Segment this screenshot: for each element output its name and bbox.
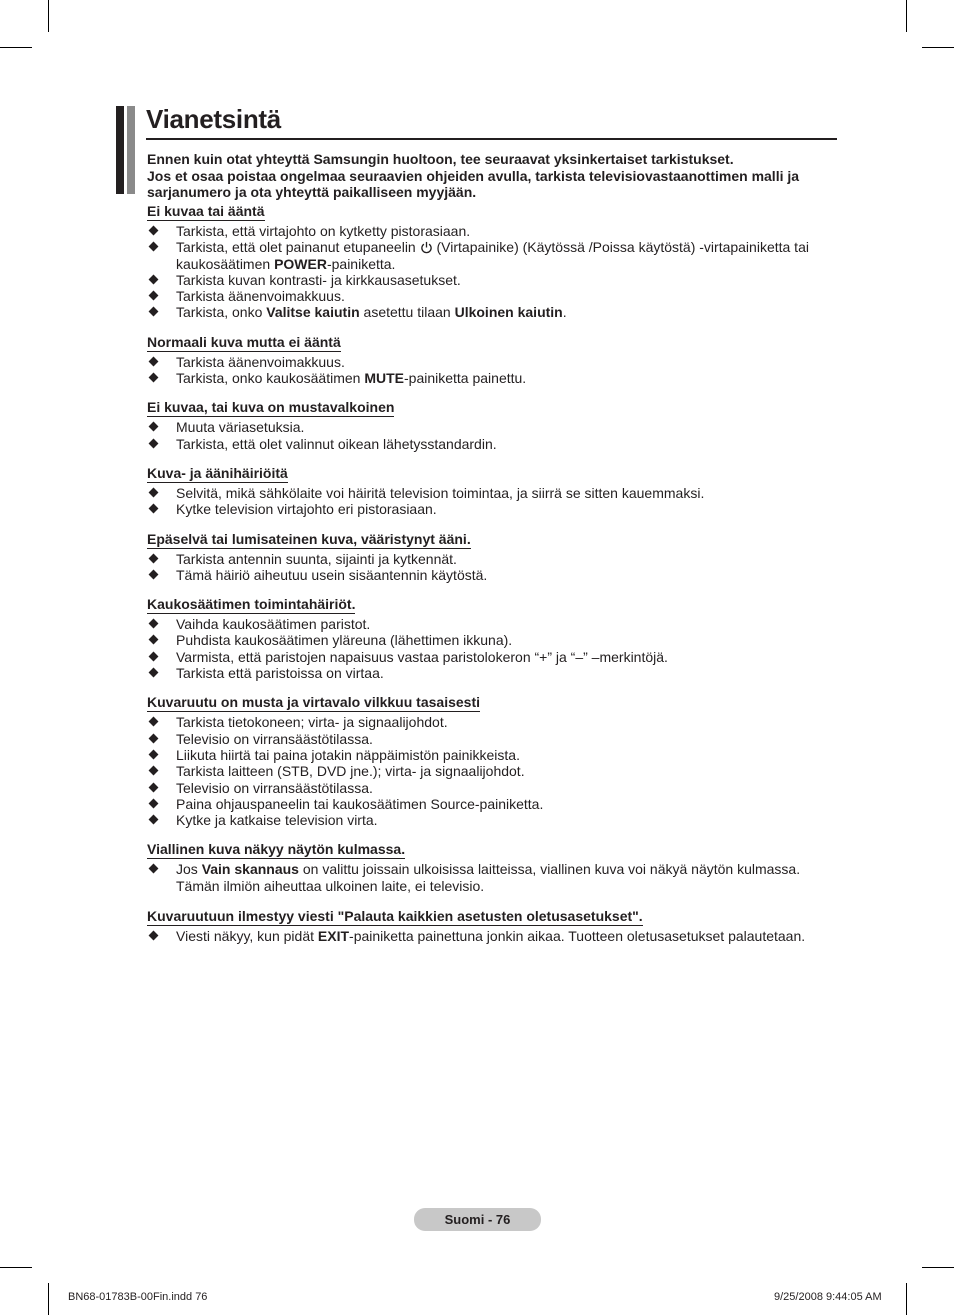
troubleshooting-section <box>147 203 842 321</box>
checklist-item <box>147 665 842 681</box>
checklist-item <box>147 567 842 583</box>
diamond-bullet-icon <box>149 569 159 579</box>
crop-mark <box>48 0 49 32</box>
crop-mark <box>0 47 32 48</box>
troubleshooting-section <box>147 694 842 828</box>
diamond-bullet-icon <box>149 438 159 448</box>
item-text: -painiketta. <box>326 255 396 272</box>
section-heading: Kuvaruutu on musta ja virtavalo vilkkuu tasaisesti <box>147 694 480 711</box>
crop-mark <box>922 1267 954 1268</box>
diamond-bullet-icon <box>149 242 159 252</box>
checklist <box>147 616 842 681</box>
diamond-bullet-icon <box>149 356 159 366</box>
crop-mark <box>48 1283 49 1315</box>
section-heading: Kaukosäätimen toimintahäiriöt. <box>147 596 356 613</box>
checklist-item <box>147 223 842 239</box>
checklist <box>147 861 842 894</box>
troubleshooting-section <box>147 531 842 584</box>
diamond-bullet-icon <box>149 504 159 514</box>
section-heading: Viallinen kuva näkyy näytön kulmassa. <box>147 841 406 858</box>
item-text: (Virtapainike) (Käytössä /Poissa käytöstä) -virtapainiketta tai kaukosäätimen <box>176 239 809 272</box>
item-text: Viesti näkyy, kun pidät <box>176 928 318 945</box>
checklist <box>147 551 842 584</box>
troubleshooting-section <box>147 465 842 518</box>
item-text: Tarkista, että virtajohto on kytketty pistorasiaan. <box>176 223 471 239</box>
item-text: Jos <box>176 861 202 878</box>
bold-term: MUTE <box>364 370 404 387</box>
crop-mark <box>0 1267 32 1268</box>
diamond-bullet-icon <box>149 798 159 808</box>
item-text: Tarkista tietokoneen; virta- ja signaalijohdot. <box>176 714 448 731</box>
footer-timestamp: 9/25/2008 9:44:05 AM <box>774 1291 882 1303</box>
troubleshooting-content <box>147 203 842 944</box>
section-heading: Epäselvä tai lumisateinen kuva, vääristynyt ääni. <box>147 530 471 547</box>
item-text: Paina ohjauspaneelin tai kaukosäätimen Source-painiketta. <box>176 795 544 812</box>
title-decoration-bars <box>116 106 136 194</box>
intro-line-1: Ennen kuin otat yhteyttä Samsungin huoltoon, tee seuraavat yksinkertaiset tarkistukset. <box>147 151 734 167</box>
diamond-bullet-icon <box>149 651 159 661</box>
section-heading: Ei kuvaa tai ääntä <box>147 203 265 219</box>
item-text: Tämä häiriö aiheutuu usein sisäantennin käytöstä. <box>176 566 488 583</box>
diamond-bullet-icon <box>149 307 159 317</box>
diamond-bullet-icon <box>149 373 159 383</box>
diamond-bullet-icon <box>149 619 159 629</box>
diamond-bullet-icon <box>149 815 159 825</box>
checklist-item <box>147 632 842 648</box>
checklist <box>147 928 842 944</box>
item-text: -painiketta painettu. <box>404 370 527 387</box>
checklist-item <box>147 501 842 517</box>
section-heading: Kuva- ja äänihäiriöitä <box>147 464 288 481</box>
item-text: Tarkista, että olet valinnut oikean lähetysstandardin. <box>176 435 497 452</box>
title-bar-grey <box>127 106 135 194</box>
item-text: Tarkista, onko <box>176 304 267 321</box>
section-heading: Ei kuvaa, tai kuva on mustavalkoinen <box>147 399 395 416</box>
checklist-item <box>147 272 842 288</box>
diamond-bullet-icon <box>149 749 159 759</box>
title-bar-dark <box>116 106 124 194</box>
checklist-item <box>147 714 842 730</box>
item-text: Tarkista äänenvoimakkuus. <box>176 288 345 305</box>
item-text: Liikuta hiirtä tai paina jotakin näppäimistön painikkeista. <box>176 746 520 763</box>
page-number-badge: Suomi - 76 <box>414 1208 541 1231</box>
footer-file-name: BN68-01783B-00Fin.indd 76 <box>68 1291 208 1303</box>
checklist-item <box>147 780 842 796</box>
diamond-bullet-icon <box>149 488 159 498</box>
checklist-item <box>147 763 842 779</box>
troubleshooting-section <box>147 841 842 894</box>
item-text: Varmista, että paristojen napaisuus vastaa paristolokeron “+” ja “–” –merkintöjä. <box>176 648 668 665</box>
diamond-bullet-icon <box>149 291 159 301</box>
checklist-item <box>147 288 842 304</box>
item-text: . <box>562 304 567 321</box>
bold-term: Ulkoinen kaiutin <box>454 304 563 321</box>
diamond-bullet-icon <box>149 782 159 792</box>
checklist-item <box>147 649 842 665</box>
item-text: Tarkista, että olet painanut etupaneelin <box>176 239 420 256</box>
troubleshooting-section <box>147 908 842 944</box>
item-text: Televisio on virransäästötilassa. <box>176 730 373 747</box>
bold-term: EXIT <box>317 928 350 945</box>
checklist-item <box>147 796 842 812</box>
bold-term: POWER <box>274 255 327 272</box>
diamond-bullet-icon <box>149 274 159 284</box>
intro-text <box>147 151 842 201</box>
item-text: Tarkista kuvan kontrasti- ja kirkkausasetukset. <box>176 271 461 288</box>
item-text: asetettu tilaan <box>359 304 455 321</box>
checklist-item <box>147 370 842 386</box>
item-text: Televisio on virransäästötilassa. <box>176 779 373 796</box>
diamond-bullet-icon <box>149 766 159 776</box>
checklist-item <box>147 239 842 272</box>
checklist-item <box>147 304 842 320</box>
title-rule <box>146 138 837 140</box>
diamond-bullet-icon <box>149 733 159 743</box>
page-title: Vianetsintä <box>146 104 281 134</box>
checklist <box>147 223 842 321</box>
item-text: Vaihda kaukosäätimen paristot. <box>176 616 371 633</box>
checklist <box>147 714 842 828</box>
checklist-item <box>147 928 842 944</box>
diamond-bullet-icon <box>149 226 159 236</box>
section-heading: Normaali kuva mutta ei ääntä <box>147 333 341 350</box>
bold-term: Vain skannaus <box>201 861 299 878</box>
troubleshooting-section <box>147 399 842 452</box>
intro-line-2: Jos et osaa poistaa ongelmaa seuraavien ohjeiden avulla, tarkista televisiovastaanottimen malli ja sarjanumero ja ota yhteyttä paikalliseen myyjään. <box>147 167 800 200</box>
checklist <box>147 485 842 518</box>
diamond-bullet-icon <box>149 635 159 645</box>
checklist-item <box>147 485 842 501</box>
item-text: Puhdista kaukosäätimen yläreuna (lähettimen ikkuna). <box>176 632 513 649</box>
checklist-item <box>147 551 842 567</box>
diamond-bullet-icon <box>149 931 159 941</box>
checklist-item <box>147 419 842 435</box>
crop-mark <box>906 0 907 32</box>
item-text: Tarkista antennin suunta, sijainti ja kytkennät. <box>176 550 457 567</box>
section-heading: Kuvaruutuun ilmestyy viesti "Palauta kaikkien asetusten oletusasetukset". <box>147 908 643 925</box>
checklist <box>147 354 842 387</box>
troubleshooting-section <box>147 334 842 387</box>
crop-mark <box>906 1283 907 1315</box>
diamond-bullet-icon <box>149 422 159 432</box>
item-text: Tarkista että paristoissa on virtaa. <box>176 665 384 682</box>
item-text: Tarkista laitteen (STB, DVD jne.); virta- ja signaalijohdot. <box>176 763 525 780</box>
crop-mark <box>922 47 954 48</box>
checklist-item <box>147 354 842 370</box>
checklist-item <box>147 731 842 747</box>
diamond-bullet-icon <box>149 717 159 727</box>
power-icon <box>420 241 433 254</box>
checklist-item <box>147 812 842 828</box>
item-text: on valittu joissain ulkoisissa laitteissa, viallinen kuva voi näkyä näytön kulmassa. Tämän ilmiön aiheuttaa ulkoinen laite, ei televisio. <box>176 861 801 894</box>
item-text: Muuta väriasetuksia. <box>176 419 305 436</box>
item-text: Tarkista äänenvoimakkuus. <box>176 353 345 370</box>
item-text: Tarkista, onko kaukosäätimen <box>176 370 365 387</box>
item-text: Selvitä, mikä sähkölaite voi häiritä television toimintaa, ja siirrä se sitten kauemmaksi. <box>176 484 705 501</box>
diamond-bullet-icon <box>149 553 159 563</box>
checklist-item <box>147 436 842 452</box>
checklist-item <box>147 616 842 632</box>
item-text: Kytke ja katkaise television virta. <box>176 812 378 829</box>
checklist <box>147 419 842 452</box>
troubleshooting-section <box>147 596 842 681</box>
checklist-item <box>147 747 842 763</box>
checklist-item <box>147 861 842 894</box>
bold-term: Valitse kaiutin <box>266 304 360 321</box>
item-text: -painiketta painettuna jonkin aikaa. Tuotteen oletusasetukset palautetaan. <box>349 928 806 945</box>
diamond-bullet-icon <box>149 668 159 678</box>
item-text: Kytke television virtajohto eri pistorasiaan. <box>176 501 437 518</box>
diamond-bullet-icon <box>149 864 159 874</box>
